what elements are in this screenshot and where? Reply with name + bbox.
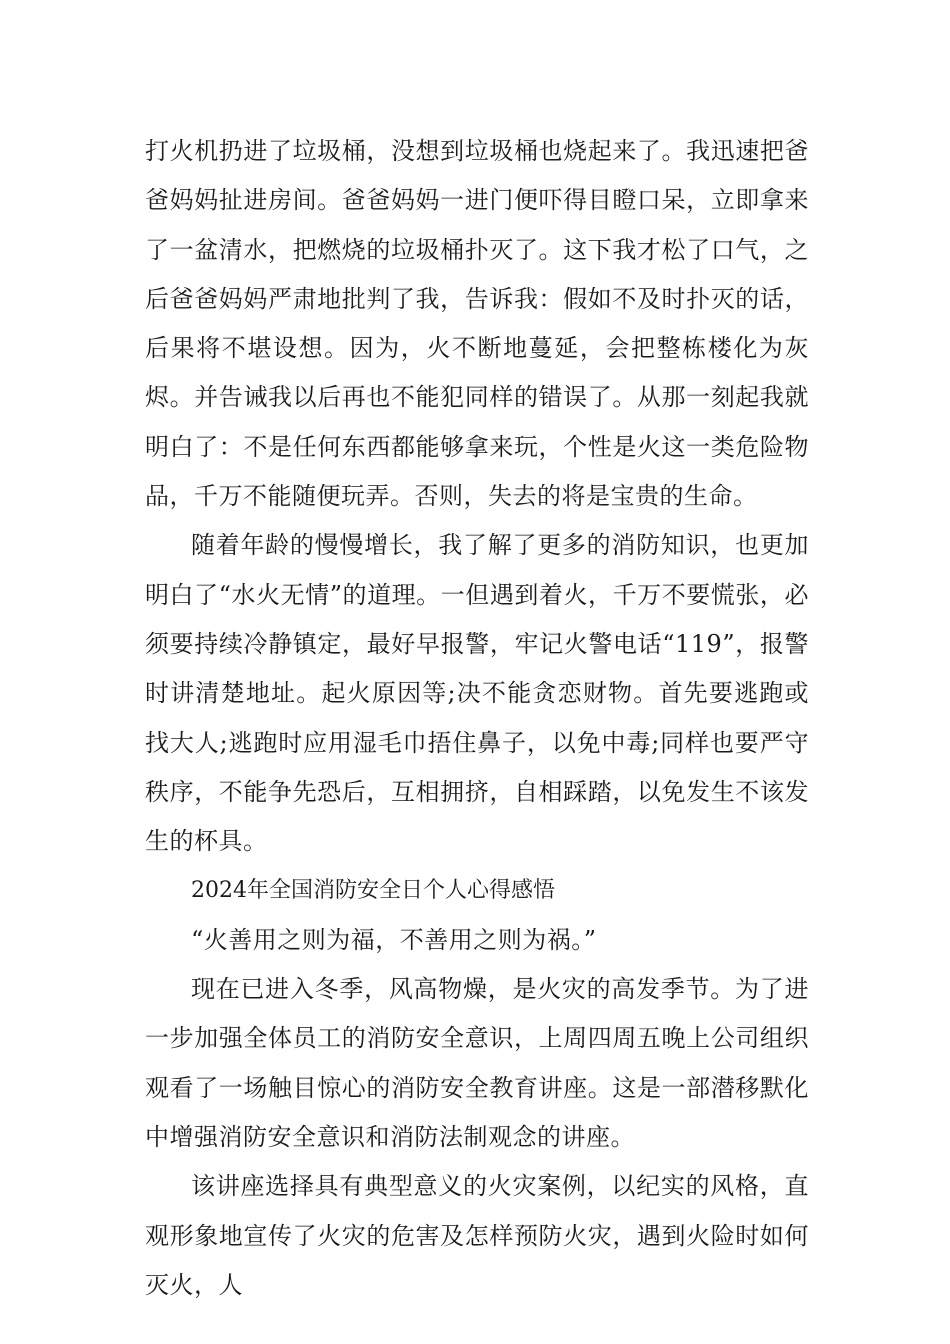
section-heading: 2024年全国消防安全日个人心得感悟	[191, 878, 555, 904]
paragraph-winter-season: 现在已进入冬季，风高物燥，是火灾的高发季节。为了进一步加强全体员工的消防安全意识，上周四周五晚上公司组织观看了一场触目惊心的消防安全教育讲座。这是一部潜移默化中增强消防安全意识和消防法制观念的讲座。	[145, 975, 809, 1151]
paragraph-quote: “火善用之则为福，不善用之则为祸。”	[191, 925, 597, 954]
document-body	[145, 127, 809, 1310]
paragraph-fire-knowledge: 随着年龄的慢慢增长，我了解了更多的消防知识，也更加明白了“水火无情”的道理。一但遇到着火，千万不要慌张，必须要持续冷静镇定，最好早报警，牢记火警电话“119”，报警时讲清楚地址。起火原因等;决不能贪恋财物。首先要逃跑或找大人;逃跑时应用湿毛巾捂住鼻子，以免中毒;同样也要严守秩序，不能争先恐后，互相拥挤，自相踩踏，以免发生不该发生的杯具。	[145, 531, 809, 856]
paragraph-fire-incident: 打火机扔进了垃圾桶，没想到垃圾桶也烧起来了。我迅速把爸爸妈妈扯进房间。爸爸妈妈一进门便吓得目瞪口呆，立即拿来了一盆清水，把燃烧的垃圾桶扑灭了。这下我才松了口气，之后爸爸妈妈严肃地批判了我，告诉我：假如不及时扑灭的话，后果将不堪设想。因为，火不断地蔓延，会把整栋楼化为灰烬。并告诫我以后再也不能犯同样的错误了。从那一刻起我就明白了：不是任何东西都能够拿来玩，个性是火这一类危险物品，千万不能随便玩弄。否则，失去的将是宝贵的生命。	[145, 137, 809, 511]
paragraph-lecture-description: 该讲座选择具有典型意义的火灾案例，以纪实的风格，直观形象地宣传了火灾的危害及怎样预防火灾，遇到火险时如何灭火，人	[145, 1172, 809, 1299]
